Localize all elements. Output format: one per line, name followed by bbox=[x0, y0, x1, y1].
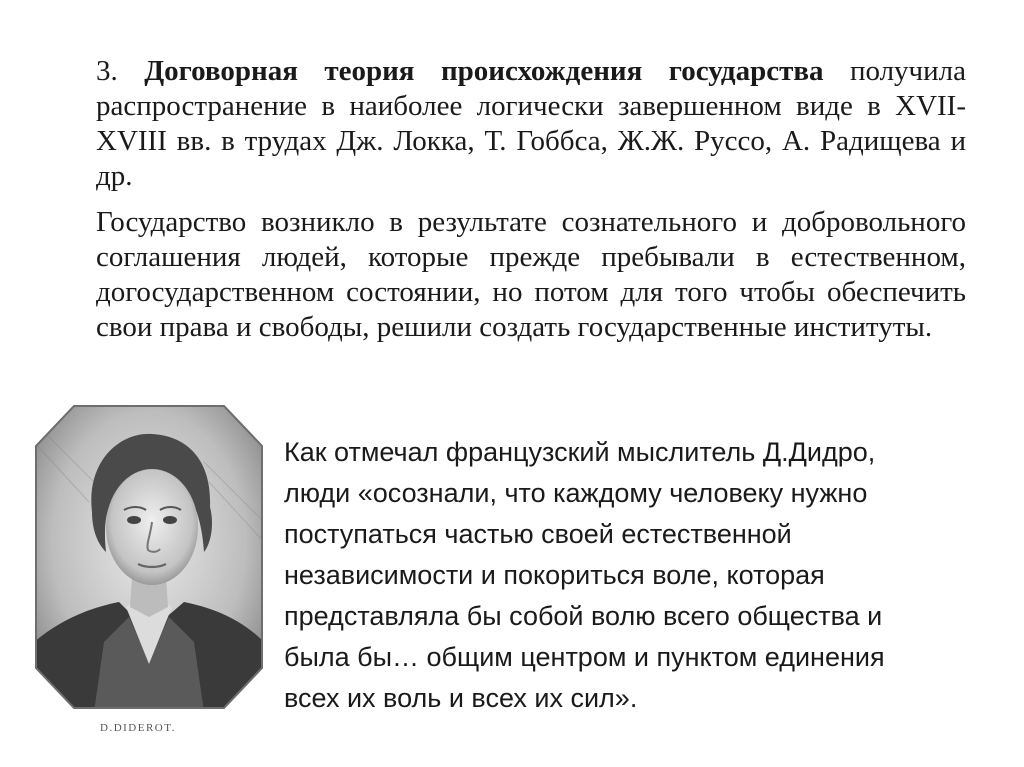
quote-line: поступаться частью своей естественной bbox=[284, 519, 792, 549]
paragraph-text: получила распространение в наиболее логически завершенном виде в XVII-XVIII вв. в трудах Дж. Локка, Т. Гоббса, Ж.Ж. Руссо, А. Радищева и др. bbox=[96, 55, 967, 192]
paragraph-heading: Договорная теория происхождения государства bbox=[144, 55, 824, 87]
diderot-quote bbox=[284, 432, 984, 719]
quote-line: представляла бы собой волю всего общества и bbox=[284, 601, 883, 631]
quote-line: независимости и покориться воле, которая bbox=[284, 560, 825, 590]
paragraph-number: 3. bbox=[96, 55, 118, 87]
quote-line: люди «осознали, что каждому человеку нужно bbox=[284, 478, 868, 508]
quote-line: Как отмечал французский мыслитель Д.Дидро, bbox=[284, 437, 876, 467]
diderot-portrait bbox=[34, 402, 264, 712]
paragraph-contract-theory bbox=[96, 54, 966, 194]
quote-line: была бы… общим центром и пунктом единения bbox=[284, 642, 885, 672]
portrait-caption: D.DIDEROT. bbox=[100, 722, 176, 734]
paragraph-state-origin: Государство возникло в результате сознательного и добровольного соглашения людей, которые прежде пребывали в естественном, догосударственном состоянии, но потом для того чтобы обеспечить свои права и свободы, решили создать государственные институты. bbox=[96, 206, 966, 343]
quote-line: всех их воль и всех их сил». bbox=[284, 683, 638, 713]
